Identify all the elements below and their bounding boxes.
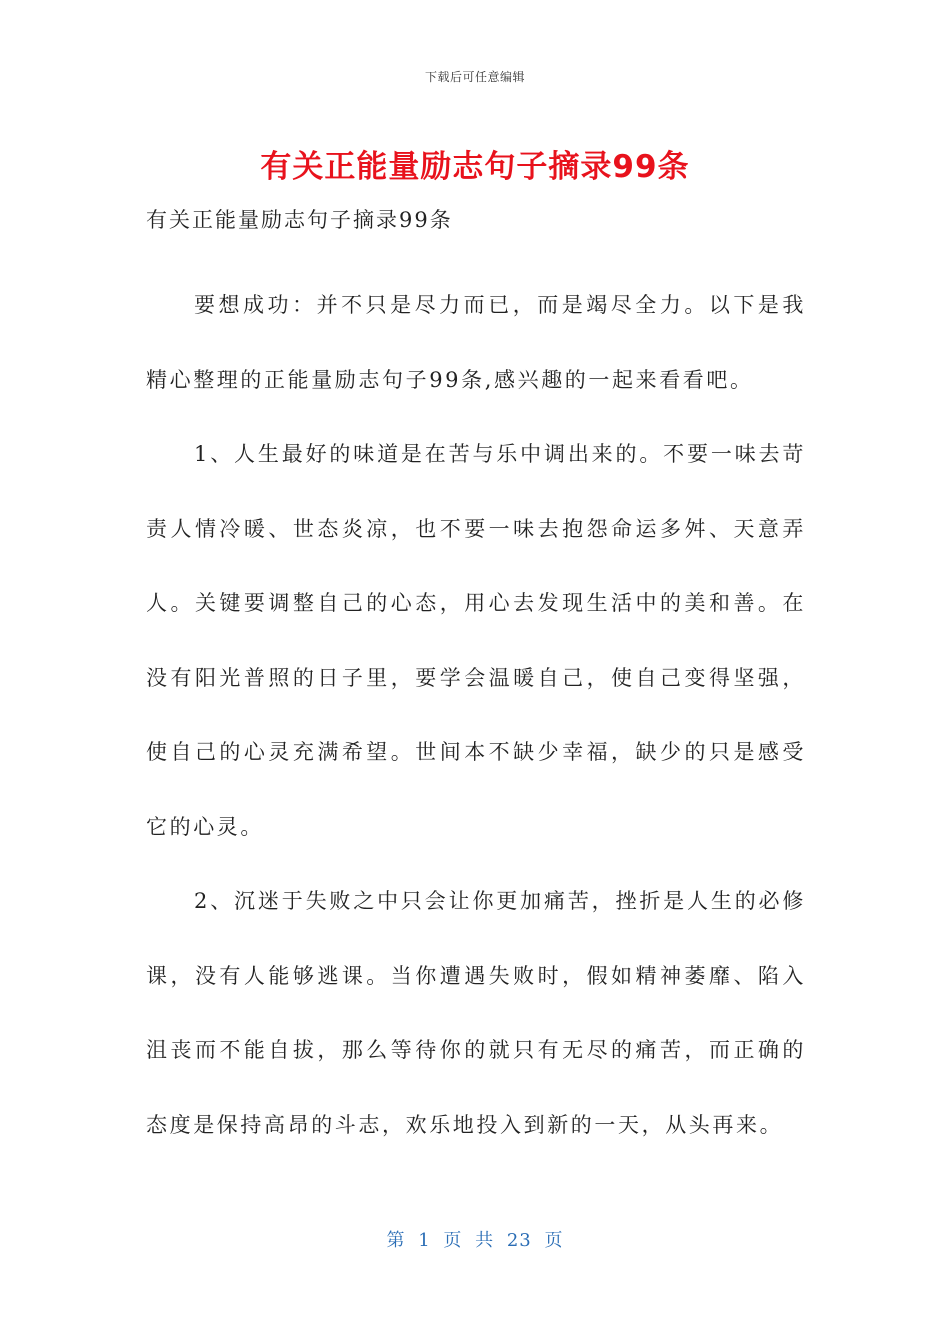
quote-paragraph-1: 1、人生最好的味道是在苦与乐中调出来的。不要一味去苛责人情冷暖、世态炎凉，也不要一味去抱怨命运多舛、天意弄人。关键要调整自己的心态，用心去发现生活中的美和善。在没有阳光普照的日子里，要学会温暖自己，使自己变得坚强，使自己的心灵充满希望。世间本不缺少幸福，缺少的只是感受它的心灵。 (146, 442, 806, 839)
intro-paragraph: 要想成功：并不只是尽力而已，而是竭尽全力。以下是我精心整理的正能量励志句子99条,感兴趣的一起来看看吧。 (146, 293, 806, 392)
header-note: 下载后可任意编辑 (424, 70, 525, 84)
page-indicator: 第 1 页 共 23 页 (386, 1230, 564, 1251)
document-body (146, 268, 806, 1162)
quote-paragraph-2: 2、沉迷于失败之中只会让你更加痛苦，挫折是人生的必修课，没有人能够逃课。当你遭遇失败时，假如精神萎靡、陷入沮丧而不能自拔，那么等待你的就只有无尽的痛苦，而正确的态度是保持高昂的斗志，欢乐地投入到新的一天，从头再来。 (146, 889, 806, 1137)
document-subtitle: 有关正能量励志句子摘录99条 (146, 208, 453, 232)
document-title: 有关正能量励志句子摘录99条 (260, 149, 690, 185)
